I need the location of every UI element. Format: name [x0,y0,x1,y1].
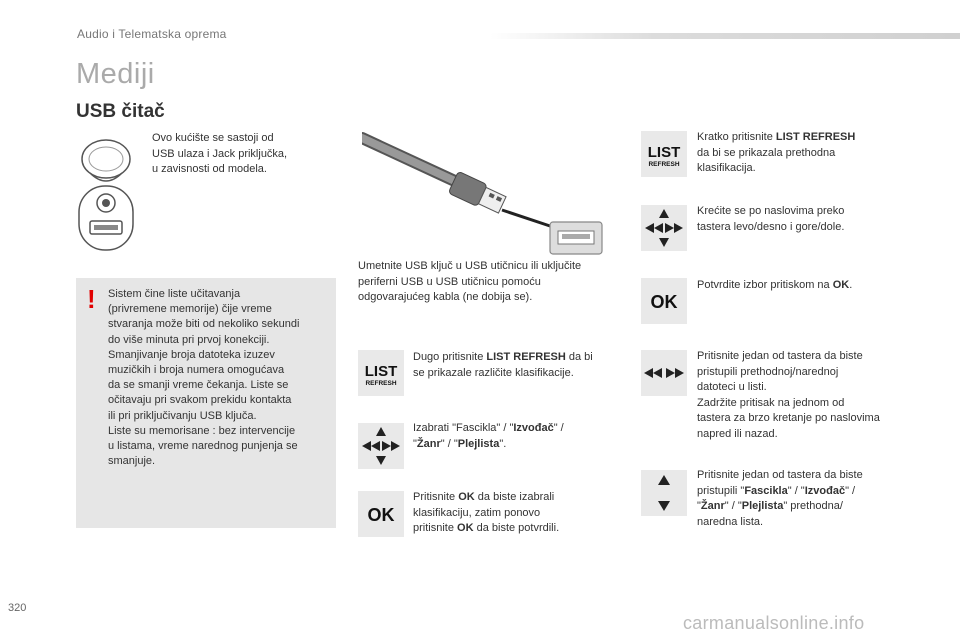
four-way-arrows-icon [641,205,687,251]
page-number: 320 [8,602,27,614]
prev-next-list-text: Pritisnite jedan od tastera da biste pristupili "Fascikla" / "Izvođač" / "Žanr" / "Plejlista" prethodna/ naredna lista. [697,469,863,528]
prev-next-file-text: Pritisnite jedan od tastera da biste pristupili prethodnoj/narednoj datoteci u listi. Zadržite pritisak na jednom od tastera za brzo kretanje po naslovima napred ili nazad. [697,350,880,440]
section-title: USB čitač [76,101,165,122]
list-refresh-button[interactable] [358,350,404,396]
ok-select-text: Pritisnite OK da biste izabrali klasifikaciju, zatim ponovo pritisnite OK da biste potvrdili. [413,491,560,534]
refresh-label: REFRESH [365,380,397,387]
socket-description: Ovo kućište se sastoji od USB ulaza i Jack priključka, u zavisnosti od modela. [152,132,288,175]
ok-confirm-button[interactable] [641,278,687,324]
ok-label: OK [367,505,395,525]
list-label: LIST [647,144,681,161]
left-right-arrows-icon [641,350,687,396]
warning-icon: ! [87,284,96,314]
short-press-text: Kratko pritisnite LIST REFRESH da bi se prikazala prethodna klasifikacija. [697,131,856,174]
move-titles-text: Krećite se po naslovima preko tastera levo/desno i gore/dole. [697,205,845,233]
four-way-arrows-button[interactable] [358,423,404,469]
confirm-text: Potvrdite izbor pritiskom na OK. [697,279,853,291]
warning-text: Sistem čine liste učitavanja (privremene memorije) čije vreme stvaranja može biti od nekoliko sekundi do više minuta pri prvoj konekciji. Smanjivanje broja datoteka izuzev muzičkih i broja numera omogućava da se smanji vreme čekanja. Liste se očitavaju pri svakom prekidu kontakta ili pri priključivanju USB ključa. Liste su memorisane : bez intervencije u listama, vreme narednog punjenja se smanjuje. [108,288,300,468]
chapter-title: Audio i Telematska oprema [77,27,227,41]
ok-button[interactable] [358,491,404,537]
usb-stick-icon [362,130,612,258]
list-label: LIST [364,363,398,380]
four-way-arrows-icon [358,423,404,469]
page-title: Mediji [76,58,155,90]
up-down-arrows-button[interactable] [641,470,687,516]
ok-label: OK [650,292,678,312]
list-refresh-short-button[interactable] [641,131,687,177]
left-right-arrows-button[interactable] [641,350,687,396]
usb-insert-text: Umetnite USB ključ u USB utičnicu ili uključite periferni USB u USB utičnicu pomoću odgovarajućeg kabla (ne dobija se). [358,260,582,303]
up-down-arrows-icon [641,470,687,516]
long-press-text: Dugo pritisnite LIST REFRESH da bi se prikazale različite klasifikacije. [413,351,593,379]
refresh-label: REFRESH [648,161,680,168]
watermark: carmanualsonline.info [683,613,865,633]
header-decor-bar [490,33,960,39]
warning-box [76,278,336,528]
choose-classification-text: Izabrati "Fascikla" / "Izvođač" / "Žanr" / "Plejlista". [413,422,564,450]
usb-jack-socket-icon [76,131,136,253]
four-way-arrows-button[interactable] [641,205,687,251]
